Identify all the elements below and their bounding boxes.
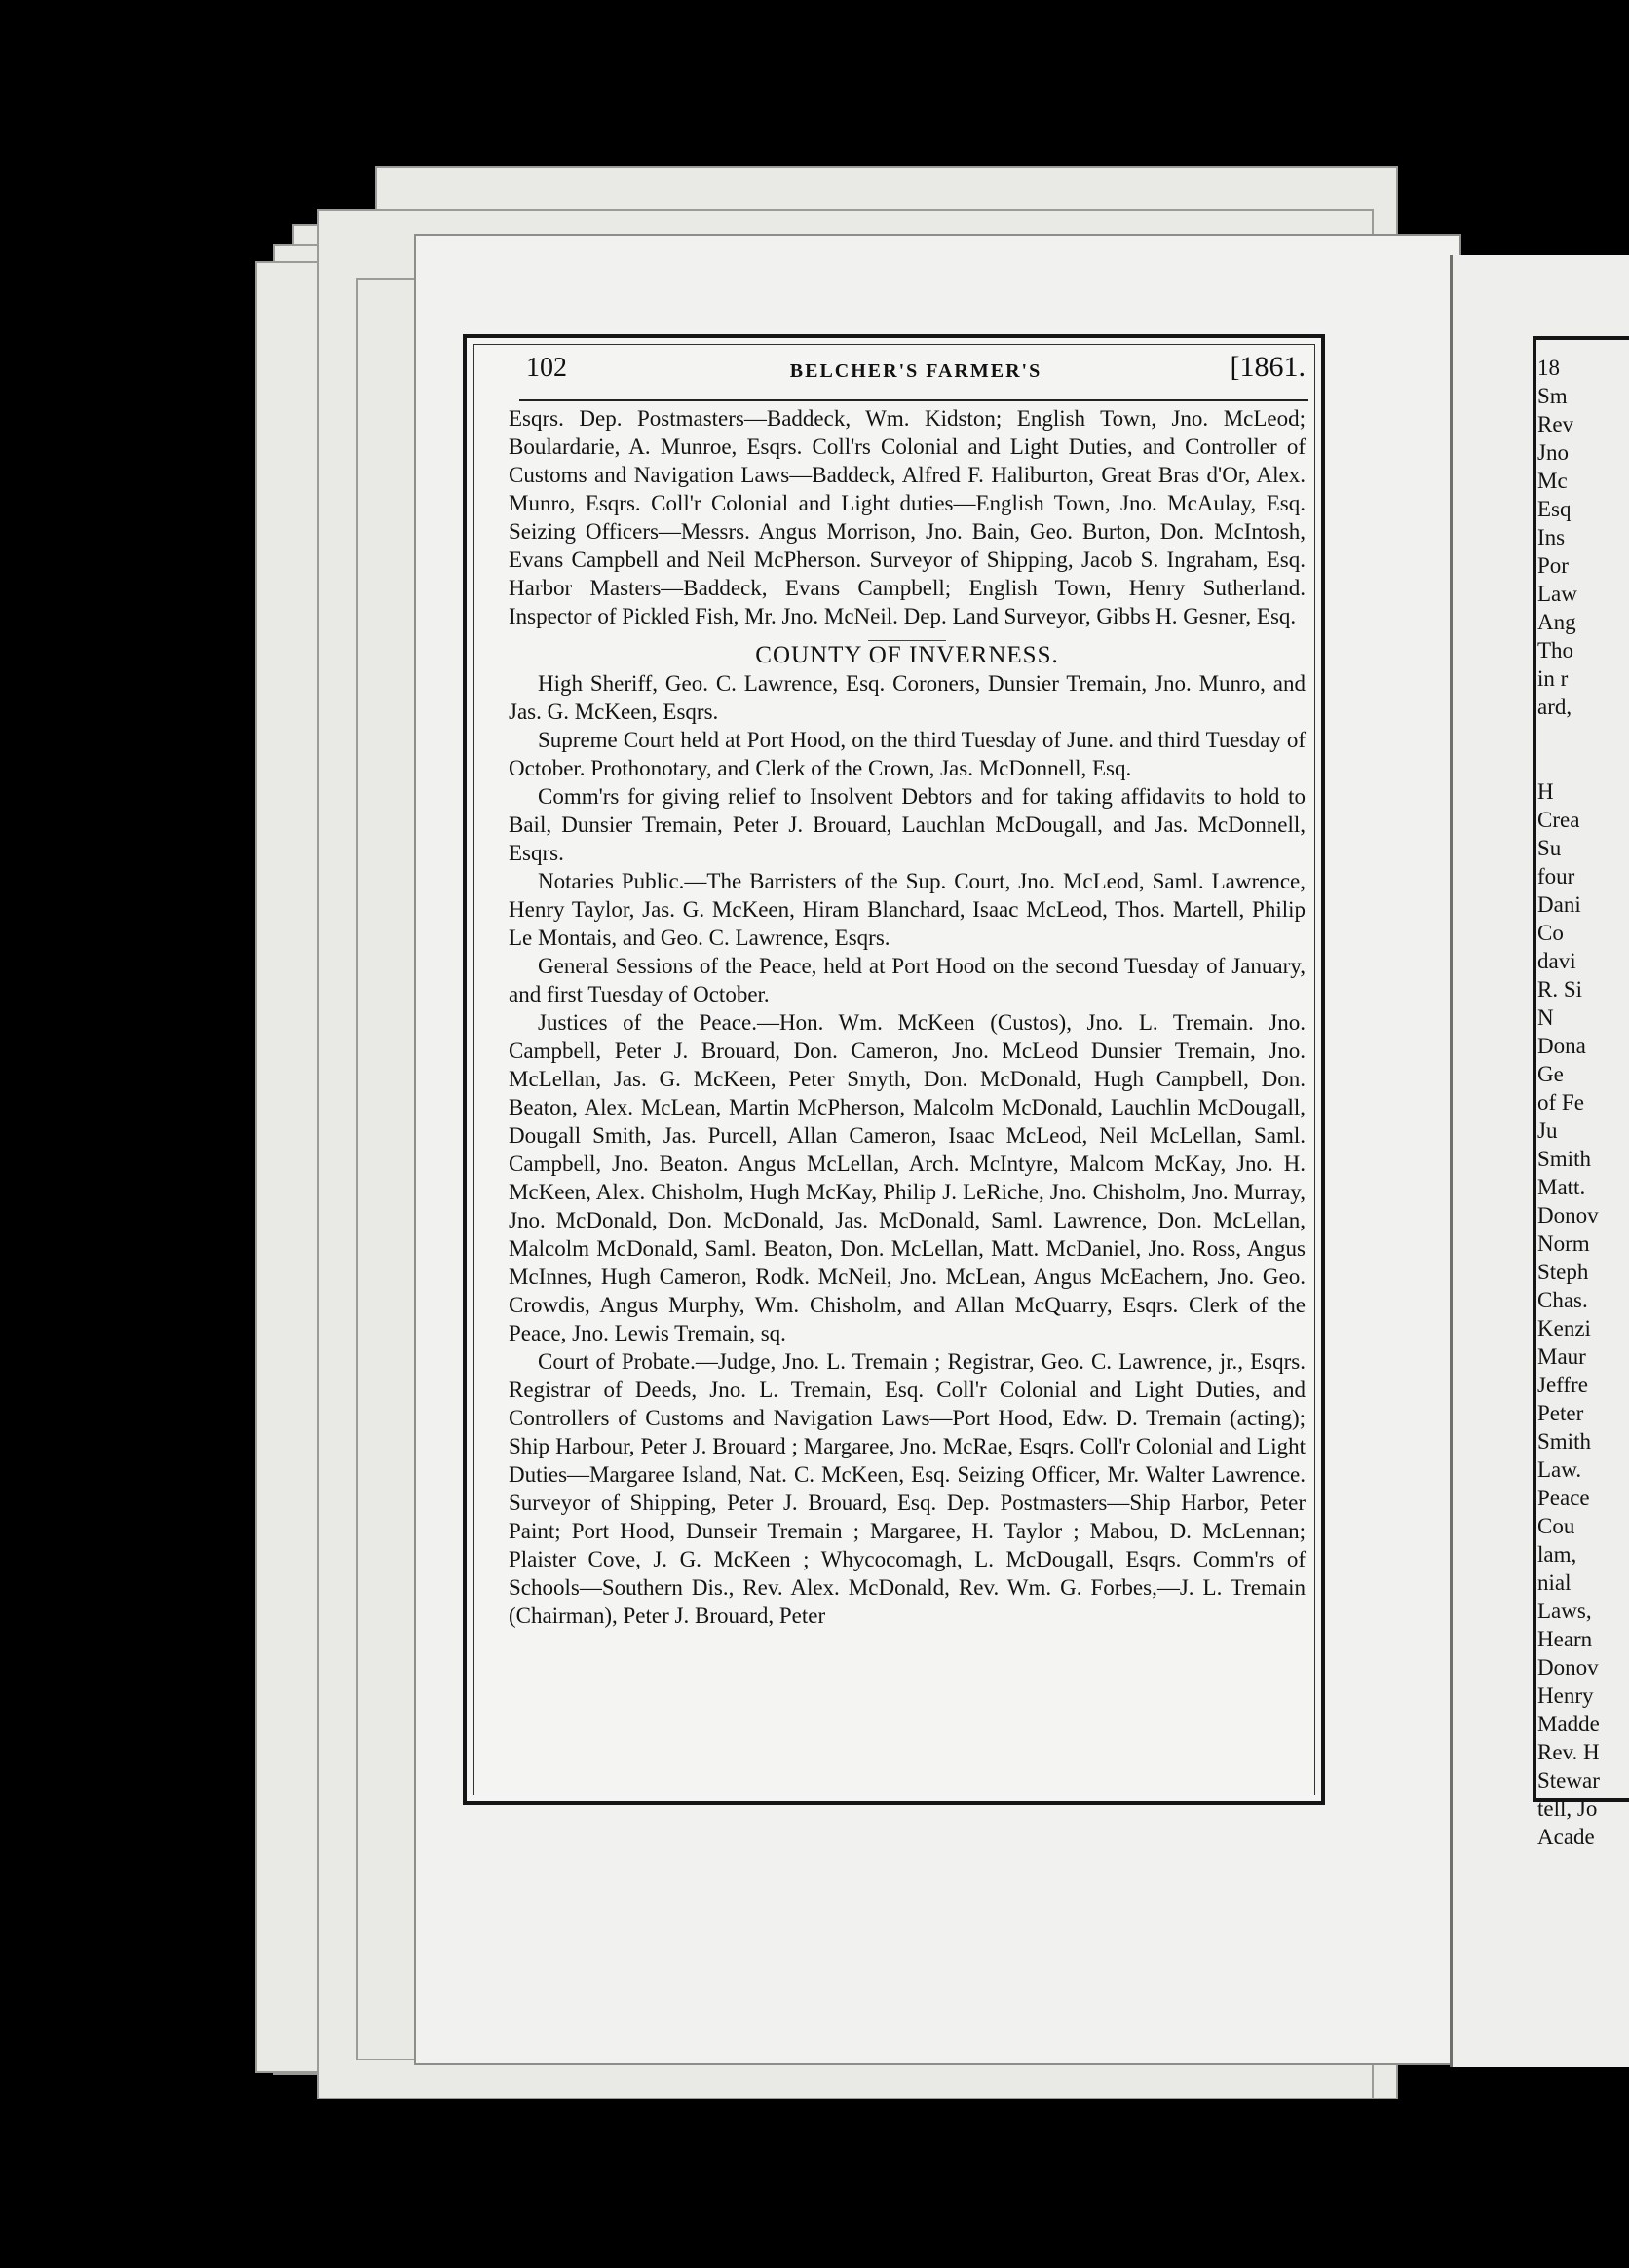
facing-page-line: Jno bbox=[1537, 440, 1569, 465]
facing-page-line: Ge bbox=[1537, 1062, 1564, 1086]
facing-page-line: nial bbox=[1537, 1570, 1572, 1595]
facing-page-line: tell, Jo bbox=[1537, 1796, 1598, 1821]
facing-page-line: Rev. H bbox=[1537, 1740, 1600, 1764]
facing-page-line: four bbox=[1537, 864, 1575, 888]
facing-page-line: in r bbox=[1537, 666, 1569, 691]
facing-page-line: Ang bbox=[1537, 610, 1576, 634]
facing-page-line: Donov bbox=[1537, 1203, 1599, 1228]
paragraph-general-sessions: General Sessions of the Peace, held at Port Hood on the second Tuesday of January, and first Tuesday of October. bbox=[509, 954, 1306, 1006]
facing-page-line: Tho bbox=[1537, 638, 1574, 662]
facing-page-line: Ins bbox=[1537, 525, 1566, 549]
facing-page-line: Mc bbox=[1537, 469, 1568, 493]
paragraph-justices: Justices of the Peace.—Hon. Wm. McKeen (Custos), Jno. L. Tremain. Jno. Campbell, Peter J. Brouard, Don. Cameron, Jno. McLeod Dunsier Tremain, Jno. McLellan, Jas. G. McKeen, Peter Smyth, Don. McDonald, Hugh Campbell, Don. Beaton, Alex. McLean, Martin McPherson, Malcolm McDonald, Lauchlin McDougall, Dougall Smith, Jas. Purcell, Allan Cameron, Isaac McLeod, Neil McLellan, Saml. Campbell, Jno. Beaton. Angus McLellan, Arch. McIntyre, Malcom McKay, Jno. H. McKeen, Alex. Chisholm, Hugh McKay, Philip J. LeRiche, Jno. Chisholm, Jno. Murray, Jno. McDonald, Don. McDonald, Jas. McDonald, Saml. Lawrence, Don. McLellan, Malcolm McDonald, Saml. Beaton, Don. McLellan, Matt. McDaniel, Jno. Ross, Angus McInnes, Hugh Cameron, Rodk. McNeil, Jno. McLean, Angus McEachern, Jno. Geo. Crowdis, Angus Murphy, Wm. Chisholm, and Allan McQuarry, Esqrs. Clerk of the Peace, Jno. Lewis Tremain, sq. bbox=[509, 1010, 1306, 1345]
facing-page-line bbox=[1537, 721, 1629, 749]
paragraph-insolvent-debtors: Comm'rs for giving relief to Insolvent Debtors and for taking affidavits to hold to Bail, Dunsier Tremain, Peter J. Brouard, Lauchlan McDougall, and Jas. McDonnell, Esqrs. bbox=[509, 784, 1306, 865]
facing-page-line: N bbox=[1537, 1005, 1554, 1030]
facing-page-line: Peace bbox=[1537, 1486, 1590, 1510]
facing-page-line: Co bbox=[1537, 921, 1564, 945]
facing-page-line: lam, bbox=[1537, 1542, 1577, 1567]
facing-page-line: Norm bbox=[1537, 1231, 1590, 1256]
facing-page-line: Ju bbox=[1537, 1118, 1558, 1143]
facing-page-line: Peter bbox=[1537, 1401, 1584, 1425]
facing-page-line: davi bbox=[1537, 949, 1576, 973]
facing-page-line: 18 bbox=[1537, 356, 1560, 380]
facing-page-line: Law bbox=[1537, 582, 1577, 606]
paragraph-notaries: Notaries Public.—The Barristers of the Sup. Court, Jno. McLeod, Saml. Lawrence, Henry Taylor, Jas. G. McKeen, Hiram Blanchard, Isaac McLeod, Thos. Martell, Philip Le Montais, and Geo. C. Lawrence, Esqrs. bbox=[509, 869, 1306, 950]
facing-page-line: Dona bbox=[1537, 1034, 1586, 1058]
page-body bbox=[509, 404, 1306, 1630]
facing-page-text bbox=[1537, 354, 1629, 1851]
facing-page-line: Stewar bbox=[1537, 1768, 1600, 1793]
facing-page-line: Laws, bbox=[1537, 1599, 1592, 1623]
section-heading: COUNTY OF INVERNESS. bbox=[755, 642, 1059, 668]
facing-page-line: Madde bbox=[1537, 1712, 1600, 1736]
facing-page-line: Hearn bbox=[1537, 1627, 1593, 1651]
facing-page-line: Cou bbox=[1537, 1514, 1575, 1538]
facing-page-line: Rev bbox=[1537, 412, 1574, 436]
facing-page-line: H bbox=[1537, 779, 1554, 804]
facing-page-line: Su bbox=[1537, 836, 1562, 860]
facing-page-line: Henry bbox=[1537, 1683, 1594, 1708]
facing-page-line: Dani bbox=[1537, 892, 1581, 917]
running-year: [1861. bbox=[1230, 351, 1306, 383]
header-rule bbox=[519, 399, 1308, 401]
paragraph-sheriff: High Sheriff, Geo. C. Lawrence, Esq. Coroners, Dunsier Tremain, Jno. Munro, and Jas. G. McKeen, Esqrs. bbox=[509, 671, 1306, 724]
facing-page-line: Steph bbox=[1537, 1260, 1589, 1284]
running-title: BELCHER'S FARMER'S bbox=[789, 360, 1042, 382]
facing-page-line: R. Si bbox=[1537, 977, 1583, 1002]
facing-page-line: Matt. bbox=[1537, 1175, 1586, 1199]
paragraph-court-of-probate: Court of Probate.—Judge, Jno. L. Tremain ; Registrar, Geo. C. Lawrence, jr., Esqrs. Registrar of Deeds, Jno. L. Tremain, Esq. Coll'r Colonial and Light Duties, and Controllers of Customs and Navigation Laws—Port Hood, Edw. D. Tremain (acting); Ship Harbour, Peter J. Brouard ; Margaree, Jno. McRae, Esqrs. Coll'r Colonial and Light Duties—Margaree Island, Nat. C. McKeen, Esq. Seizing Officer, Mr. Walter Lawrence. Surveyor of Shipping, Peter J. Brouard, Esq. Dep. Postmasters—Ship Harbor, Peter Paint; Port Hood, Dunseir Tremain ; Margaree, H. Taylor ; Mabou, D. McLennan; Plaister Cove, J. G. McKeen ; Whycocomagh, L. McDougall, Esqrs. Comm'rs of Schools—Southern Dis., Rev. Alex. McDonald, Rev. Wm. G. Forbes,—J. L. Tremain (Chairman), Peter J. Brouard, Peter bbox=[509, 1349, 1306, 1628]
facing-page-line: of Fe bbox=[1537, 1090, 1584, 1115]
facing-page-line: Crea bbox=[1537, 808, 1580, 832]
facing-page-line: Smith bbox=[1537, 1429, 1591, 1454]
facing-page-line: Por bbox=[1537, 553, 1569, 578]
facing-page-line: Chas. bbox=[1537, 1288, 1588, 1312]
facing-page-line: Smith bbox=[1537, 1147, 1591, 1171]
facing-page-line: Esq bbox=[1537, 497, 1572, 521]
facing-page-line: Sm bbox=[1537, 384, 1568, 408]
paragraph-cape-breton-officers: Esqrs. Dep. Postmasters—Baddeck, Wm. Kidston; English Town, Jno. McLeod; Boulardarie, A. Munroe, Esqrs. Coll'rs Colonial and Light Duties, and Controller of Customs and Navigation Laws—Baddeck, Alfred F. Haliburton, Great Bras d'Or, Alex. Munro, Esqrs. Coll'r Colonial and Light duties—English Town, Jno. McAulay, Esq. Seizing Officers—Messrs. Angus Morrison, Jno. Bain, Geo. Burton, Don. McIntosh, Evans Campbell and Neil McPherson. Surveyor of Shipping, Jacob S. Ingraham, Esq. Harbor Masters—Baddeck, Evans Campbell; English Town, Henry Sutherland. Inspector of Pickled Fish, Mr. Jno. McNeil. Dep. Land Surveyor, Gibbs H. Gesner, Esq. bbox=[509, 406, 1306, 628]
facing-page-line: Law. bbox=[1537, 1457, 1582, 1482]
facing-page-line: ard, bbox=[1537, 695, 1572, 719]
facing-page-line bbox=[1537, 749, 1629, 777]
running-head bbox=[526, 349, 1306, 397]
facing-page-line: Jeffre bbox=[1537, 1373, 1588, 1397]
facing-page-line: Donov bbox=[1537, 1655, 1599, 1680]
paragraph-supreme-court: Supreme Court held at Port Hood, on the third Tuesday of June. and third Tuesday of October. Prothonotary, and Clerk of the Crown, Jas. McDonnell, Esq. bbox=[509, 728, 1306, 780]
facing-page-line: Acade bbox=[1537, 1825, 1595, 1849]
facing-page-line: Kenzi bbox=[1537, 1316, 1591, 1341]
facing-page-line: Maur bbox=[1537, 1344, 1586, 1369]
page-number: 102 bbox=[526, 353, 567, 383]
